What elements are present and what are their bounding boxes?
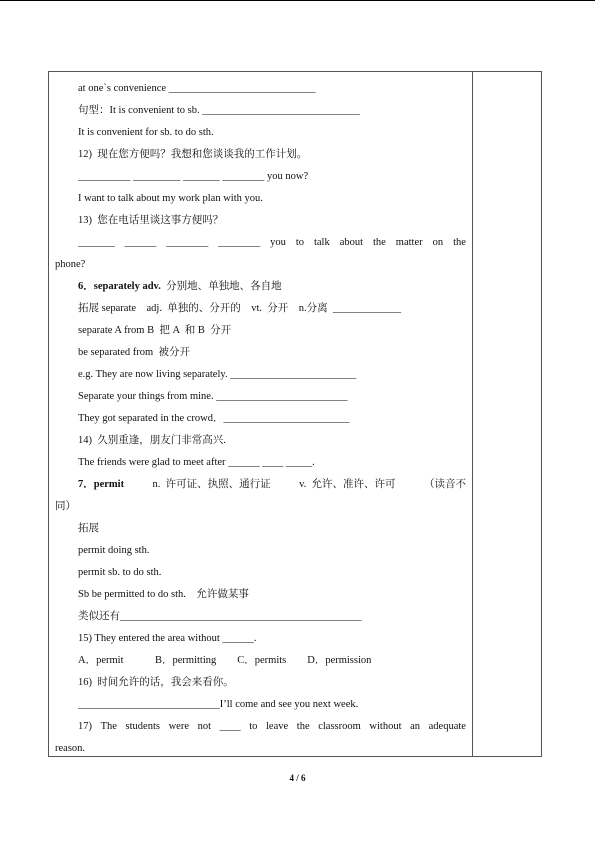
word: matter [395, 237, 423, 248]
word: The [100, 721, 117, 732]
word: _______ [78, 237, 115, 248]
text-line: e.g. They are now living separately. ________________________ [78, 369, 357, 380]
text-line: Separate your things from mine. _________________________ [78, 391, 348, 402]
text-line: ___________________________I’ll come and see you next week. [78, 699, 359, 710]
text-line: be separated from 被分开 [78, 347, 190, 358]
section-gloss: （读音不 [423, 479, 466, 490]
justified-line [78, 721, 466, 733]
text-line: at one`s convenience ____________________________ [78, 83, 316, 94]
word: adequate [428, 721, 466, 732]
word: the [373, 237, 386, 248]
justified-line [78, 237, 466, 249]
section-keyword: permit [93, 479, 125, 490]
word: ________ [166, 237, 209, 248]
word: without [369, 721, 402, 732]
section-keyword: separately adv. [93, 281, 161, 292]
word: 17) [78, 721, 92, 732]
word: ______ [124, 237, 157, 248]
text-line: 13) 您在电话里谈这事方便吗？ [78, 215, 224, 226]
word: ____ [219, 721, 241, 732]
text-line: 15) They entered the area without ______. [78, 633, 257, 644]
text-line: They got separated in the crowd．________________________ [78, 413, 350, 424]
section-gloss: 分别地、单独地、各自地 [160, 281, 282, 292]
text-line: __________ _________ _______ ________ you now? [78, 171, 309, 182]
word: to [295, 237, 305, 248]
text-line: 14) 久别重逢，朋友门非常高兴. [78, 435, 226, 446]
text-line: I want to talk about my work plan with you. [78, 193, 263, 204]
text-line: 同） [55, 501, 76, 512]
text-line: 16) 时间允许的话，我会来看你。 [78, 677, 234, 688]
word: classroom [318, 721, 361, 732]
word: not [197, 721, 212, 732]
section-number: 7． [78, 479, 94, 490]
text-line: It is convenient for sb. to do sth. [78, 127, 214, 138]
section-title [78, 479, 124, 491]
text-line: The friends were glad to meet after ______ ____ _____. [78, 457, 315, 468]
page-number: 4 / 6 [289, 773, 306, 783]
text-line: 12) 现在您方便吗？我想和您谈谈我的工作计划。 [78, 149, 308, 160]
page-top-rule [0, 0, 595, 1]
section-gloss: v. 允许、准许、许可 [299, 479, 396, 490]
word: ________ [218, 237, 261, 248]
section-heading-7 [78, 479, 466, 491]
text-line: Sb be permitted to do sth. 允许做某事 [78, 589, 249, 600]
text-line: 拓展 [78, 523, 99, 534]
word: on [432, 237, 444, 248]
word: were [168, 721, 189, 732]
notes-column-cell [472, 71, 542, 757]
text-line: permit doing sth. [78, 545, 150, 556]
word: leave [266, 721, 289, 732]
section-gloss: n. 许可证、执照、通行证 [152, 479, 271, 490]
text-line: reason. [55, 743, 86, 754]
word: an [410, 721, 421, 732]
word: the [453, 237, 466, 248]
text-line: 句型：It is convenient to sb. ______________________________ [78, 105, 360, 116]
word: talk [313, 237, 330, 248]
text-line: separate A from B 把 A 和 B 分开 [78, 325, 232, 336]
text-line: phone? [55, 259, 86, 270]
section-heading-6 [78, 281, 282, 293]
word: you [270, 237, 286, 248]
text-line: 类似还有______________________________________________ [78, 611, 362, 622]
text-line: 拓展 separate adj. 单独的、分开的 vt. 分开 n.分离 _____________ [78, 303, 402, 314]
word: about [339, 237, 364, 248]
word: the [296, 721, 310, 732]
options-line: A．permit B．permitting C．permits D．permission [78, 655, 372, 666]
word: students [125, 721, 160, 732]
text-line: permit sb. to do sth. [78, 567, 162, 578]
section-number: 6． [78, 281, 94, 292]
word: to [249, 721, 258, 732]
